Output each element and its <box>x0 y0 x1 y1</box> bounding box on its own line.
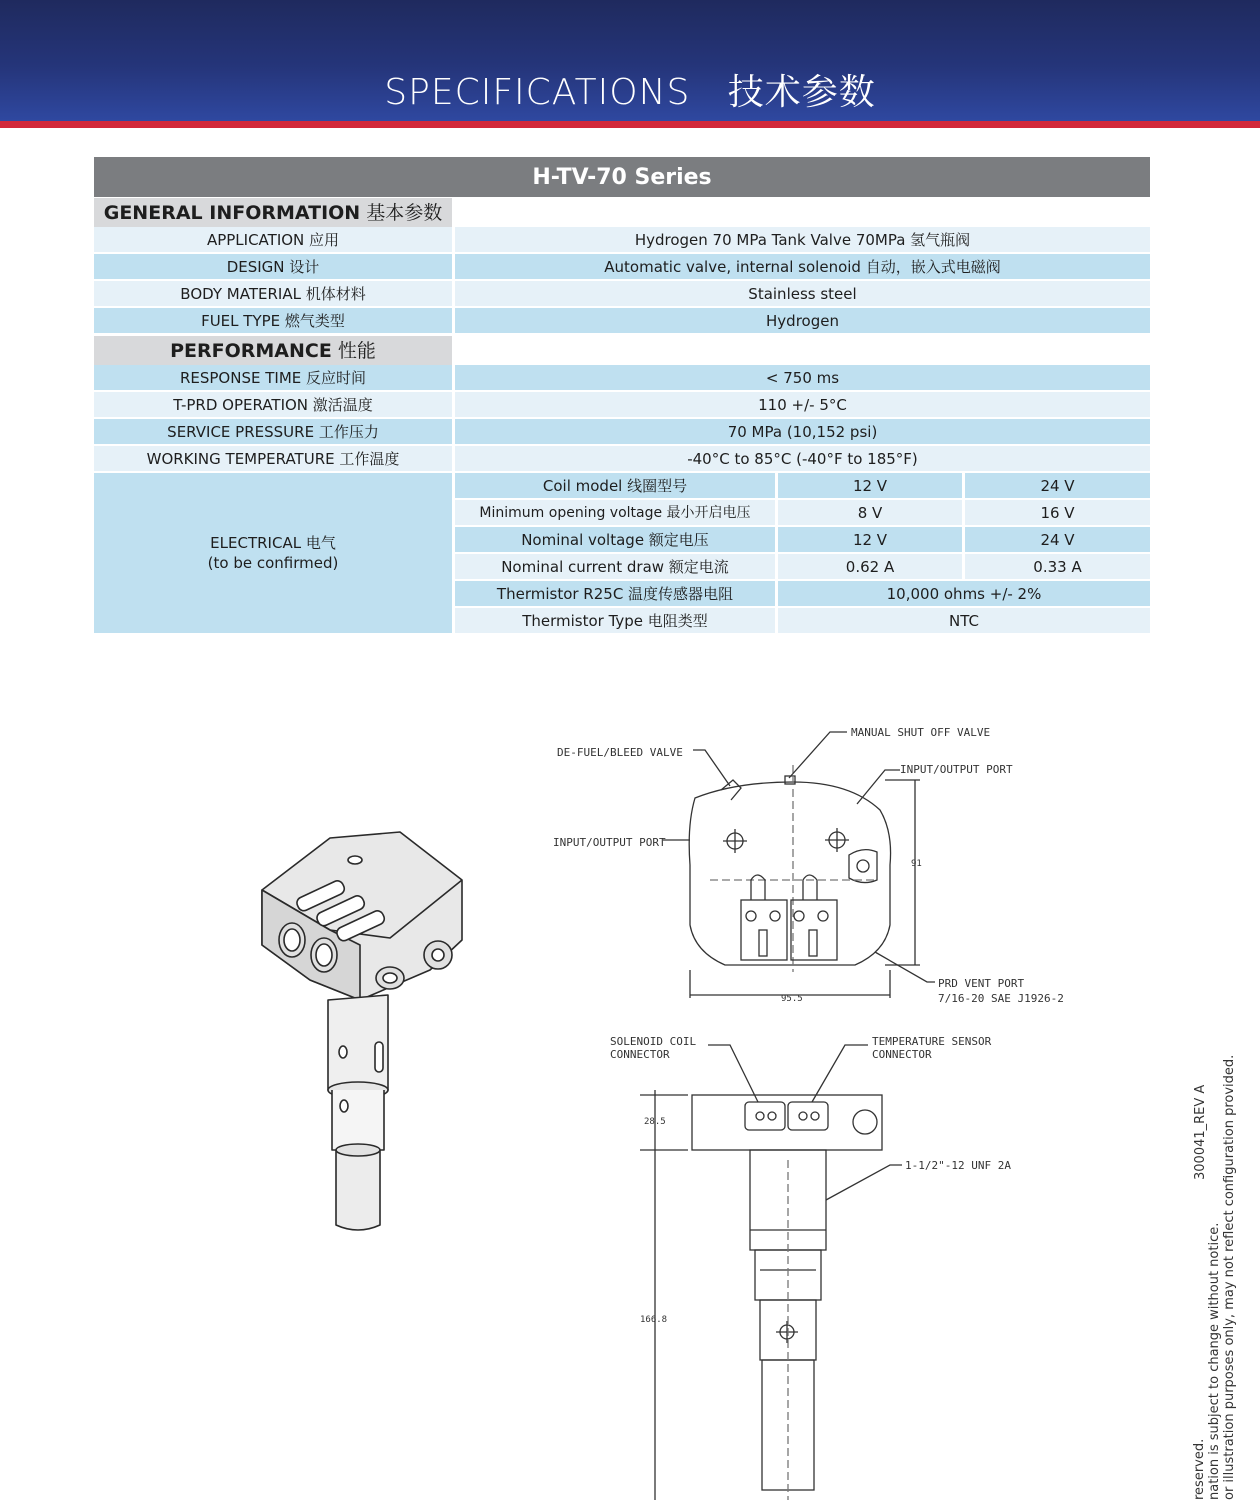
spec-value: Hydrogen 70 MPa Tank Valve 70MPa 氢气瓶阀 <box>455 227 1150 252</box>
electrical-12v: 8 V <box>778 500 962 525</box>
label-temp-sensor-1: TEMPERATURE SENSOR <box>872 1035 992 1048</box>
spec-value: 110 +/- 5°C <box>455 392 1150 417</box>
dim-height: 91 <box>911 859 922 869</box>
top-view-drawing <box>545 720 1065 1020</box>
spec-label: WORKING TEMPERATURE 工作温度 <box>94 446 452 471</box>
spec-label: BODY MATERIAL 机体材料 <box>94 281 452 306</box>
general-info-title-cn: 基本参数 <box>366 202 443 224</box>
series-title: H-TV-70 Series <box>94 157 1150 197</box>
general-info-title: GENERAL INFORMATION <box>103 202 361 224</box>
spec-value: -40°C to 85°C (-40°F to 185°F) <box>455 446 1150 471</box>
label-thread: 1-1/2"-12 UNF 2A <box>905 1159 1011 1172</box>
spec-value: Stainless steel <box>455 281 1150 306</box>
dim-width: 95.5 <box>781 994 803 1004</box>
electrical-param: Thermistor R25C 温度传感器电阻 <box>455 581 775 606</box>
side-note-3: reserved. <box>1192 1438 1207 1500</box>
performance-header <box>94 336 452 365</box>
performance-title-cn: 性能 <box>337 340 376 362</box>
electrical-24v: 0.33 A <box>965 554 1150 579</box>
electrical-12v: 12 V <box>778 473 962 498</box>
spec-row-fuel-type <box>94 308 1150 335</box>
spec-label: SERVICE PRESSURE 工作压力 <box>94 419 452 444</box>
spec-row-design <box>94 254 1150 281</box>
electrical-merged-value: NTC <box>778 608 1150 633</box>
spec-label: DESIGN 设计 <box>94 254 452 279</box>
general-info-header <box>94 198 452 227</box>
electrical-row <box>455 527 1150 552</box>
side-note-2: nation is subject to change without notice. <box>1207 1222 1222 1500</box>
electrical-param: Thermistor Type 电阻类型 <box>455 608 775 633</box>
spec-value: < 750 ms <box>455 365 1150 390</box>
electrical-24v: 16 V <box>965 500 1150 525</box>
valve-isometric-illustration <box>240 820 480 1240</box>
spec-value: Automatic valve, internal solenoid 自动，嵌入式电磁阀 <box>455 254 1150 279</box>
spec-value: Hydrogen <box>455 308 1150 333</box>
electrical-12v: 12 V <box>778 527 962 552</box>
spec-row-service-pressure <box>94 419 1150 446</box>
general-info-section <box>94 197 1150 227</box>
electrical-label <box>94 473 452 633</box>
label-prd-vent-thread: 7/16-20 SAE J1926-2 <box>938 992 1064 1005</box>
spec-row-working-temp <box>94 446 1150 473</box>
dim-total: 166.8 <box>640 1315 668 1325</box>
page-title <box>0 64 1260 115</box>
electrical-param: Coil model 线圈型号 <box>455 473 775 498</box>
electrical-row <box>455 581 1150 606</box>
label-io-port-left: INPUT/OUTPUT PORT <box>553 836 666 849</box>
spec-row-response-time <box>94 365 1150 392</box>
title-en: SPECIFICATIONS <box>384 72 691 113</box>
electrical-24v: 24 V <box>965 473 1150 498</box>
label-manual-shutoff: MANUAL SHUT OFF VALVE <box>851 726 991 739</box>
spec-label: FUEL TYPE 燃气类型 <box>94 308 452 333</box>
spec-label: APPLICATION 应用 <box>94 227 452 252</box>
electrical-row <box>455 554 1150 579</box>
spec-row-tprd <box>94 392 1150 419</box>
performance-title: PERFORMANCE <box>170 340 332 362</box>
electrical-subtitle: (to be confirmed) <box>207 554 339 572</box>
electrical-merged-value: 10,000 ohms +/- 2% <box>778 581 1150 606</box>
side-note-1: or illustration purposes only, may not reflect configuration provided. <box>1222 1054 1237 1500</box>
label-prd-vent: PRD VENT PORT <box>938 977 1025 990</box>
spec-table <box>94 157 1150 633</box>
electrical-block <box>94 473 1150 633</box>
label-io-port-right: INPUT/OUTPUT PORT <box>900 763 1013 776</box>
label-defuel-valve: DE-FUEL/BLEED VALVE <box>557 746 683 759</box>
title-cn: 技术参数 <box>727 72 876 113</box>
side-view-drawing <box>600 1030 1020 1500</box>
electrical-row <box>455 500 1150 525</box>
label-temp-sensor-2: CONNECTOR <box>872 1048 932 1061</box>
electrical-param: Nominal current draw 额定电流 <box>455 554 775 579</box>
electrical-param: Minimum opening voltage 最小开启电压 <box>455 500 775 525</box>
spec-value: 70 MPa (10,152 psi) <box>455 419 1150 444</box>
electrical-row <box>455 473 1150 498</box>
spec-row-application <box>94 227 1150 254</box>
electrical-12v: 0.62 A <box>778 554 962 579</box>
spec-label: T-PRD OPERATION 激活温度 <box>94 392 452 417</box>
label-solenoid-2: CONNECTOR <box>610 1048 670 1061</box>
dim-top: 28.5 <box>644 1117 666 1127</box>
label-solenoid-1: SOLENOID COIL <box>610 1035 697 1048</box>
spec-row-body-material <box>94 281 1150 308</box>
doc-code: 300041_REV A <box>1193 1084 1208 1180</box>
electrical-row <box>455 608 1150 633</box>
header-stripe <box>0 121 1260 128</box>
electrical-param: Nominal voltage 额定电压 <box>455 527 775 552</box>
electrical-title: ELECTRICAL 电气 <box>210 534 336 552</box>
performance-section <box>94 335 1150 365</box>
spec-label: RESPONSE TIME 反应时间 <box>94 365 452 390</box>
electrical-24v: 24 V <box>965 527 1150 552</box>
